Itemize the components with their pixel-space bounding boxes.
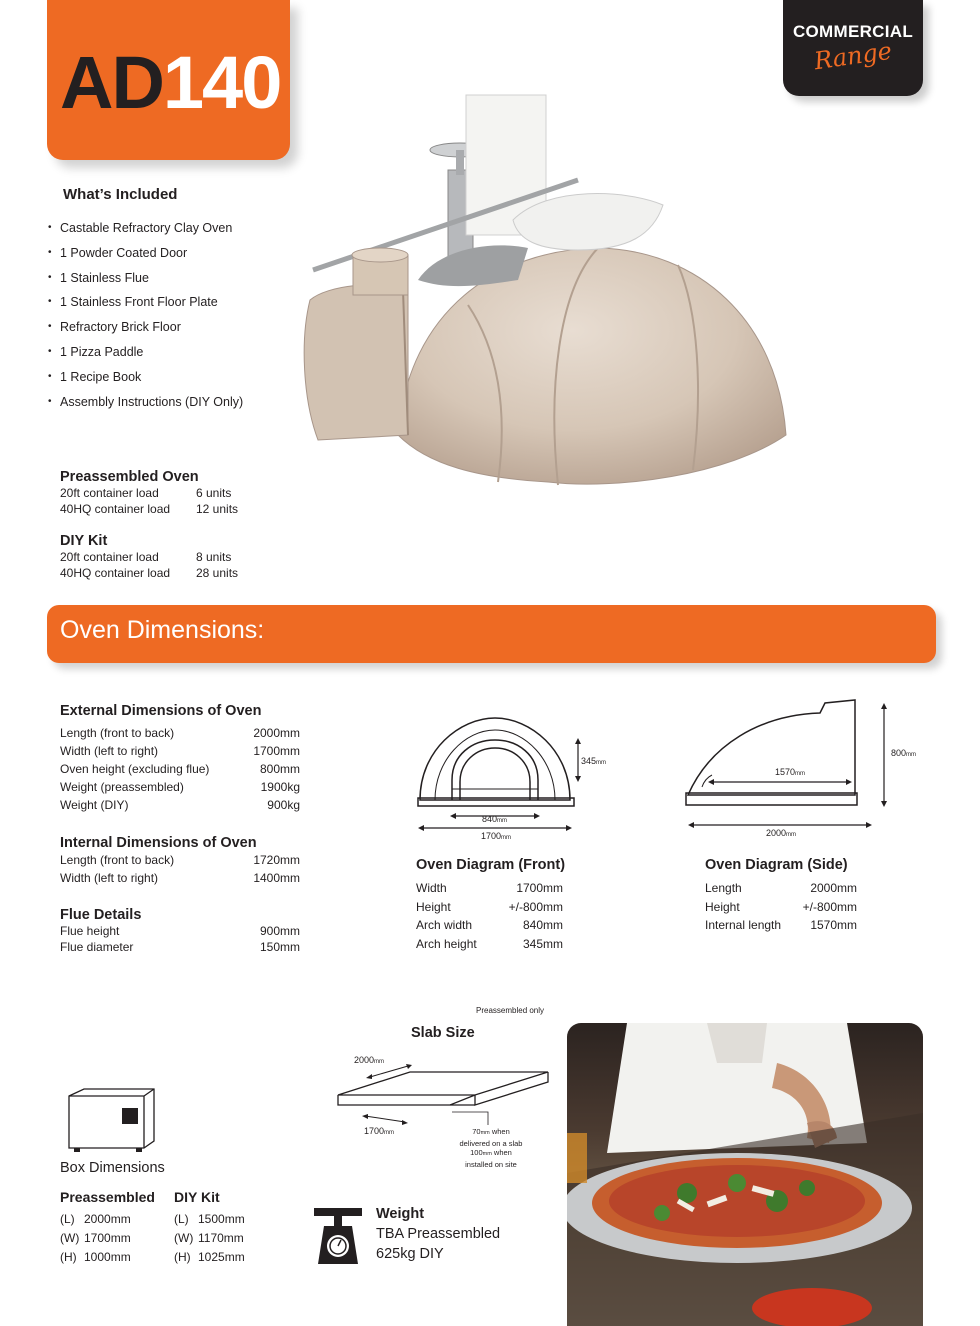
table-row: 20ft container load 6 units xyxy=(60,486,232,500)
box-icon xyxy=(64,1086,159,1154)
chef-pizza-photo xyxy=(567,1023,923,1326)
side-height-label: 800mm xyxy=(891,748,917,758)
internal-title: Internal Dimensions of Oven xyxy=(60,835,257,851)
table-row: Height +/-800mm xyxy=(416,899,563,914)
slab-length-label: 2000mm xyxy=(354,1055,385,1065)
range-badge xyxy=(783,0,923,96)
table-row: (H) 1000mm xyxy=(60,1250,131,1264)
slab-thickness-label: 70mm when delivered on a slab 100mm when installed on site xyxy=(459,1127,523,1169)
model-title: AD140 xyxy=(60,41,281,124)
list-item: • 1 Recipe Book xyxy=(48,368,243,393)
range-badge-line1: COMMERCIAL xyxy=(792,22,914,41)
diy-title: DIY Kit xyxy=(60,533,108,549)
table-row: 40HQ container load 28 units xyxy=(60,566,239,580)
side-internal-label: 1570mm xyxy=(775,767,806,777)
table-row: 40HQ container load 12 units xyxy=(60,502,239,516)
table-row: (L) 1500mm xyxy=(174,1212,245,1226)
list-item: • 1 Powder Coated Door xyxy=(48,244,243,269)
list-item: • Refractory Brick Floor xyxy=(48,318,243,343)
flue-details xyxy=(60,907,300,955)
list-item: • 1 Pizza Paddle xyxy=(48,343,243,368)
table-row: Flue height 900mm xyxy=(60,924,300,938)
diy-load xyxy=(60,533,256,581)
table-row: Width (left to right) 1700mm xyxy=(60,744,300,758)
list-item: • 1 Stainless Front Floor Plate xyxy=(48,293,243,318)
list-item: • Assembly Instructions (DIY Only) xyxy=(48,393,243,418)
slab-note: Preassembled only xyxy=(476,1006,545,1015)
weight-line1: TBA Preassembled xyxy=(376,1226,501,1242)
weight-line2: 625kg DIY xyxy=(376,1246,444,1262)
list-item: • Castable Refractory Clay Oven xyxy=(48,219,243,244)
table-row: Arch width 840mm xyxy=(416,918,563,932)
side-length-label: 2000mm xyxy=(766,828,797,838)
table-row: Weight (DIY) 900kg xyxy=(60,798,300,812)
front-diagram-title: Oven Diagram (Front) xyxy=(416,857,566,873)
box-preassembled-title: Preassembled xyxy=(60,1189,155,1205)
table-row: 20ft container load 8 units xyxy=(60,550,232,564)
table-row: Oven height (excluding flue) 800mm xyxy=(60,762,300,776)
side-diagram-title: Oven Diagram (Side) xyxy=(705,857,848,873)
table-row: Length (front to back) 1720mm xyxy=(60,853,300,867)
range-badge-line2: Range xyxy=(812,36,894,76)
external-title: External Dimensions of Oven xyxy=(60,703,262,719)
scale-icon xyxy=(310,1206,366,1266)
box-preassembled xyxy=(60,1189,155,1267)
front-diagram-info xyxy=(416,857,565,953)
table-row: Length 2000mm xyxy=(705,881,857,895)
front-width-label: 1700mm xyxy=(481,831,512,841)
slab-title: Slab Size xyxy=(411,1025,475,1041)
flue-title: Flue Details xyxy=(60,907,142,923)
weight-title: Weight xyxy=(376,1206,425,1222)
table-row: Width (left to right) 1400mm xyxy=(60,871,300,885)
box-diy xyxy=(174,1189,245,1267)
table-row: Height +/-800mm xyxy=(705,899,857,914)
box-title: Box Dimensions xyxy=(60,1160,165,1176)
table-row: Arch height 345mm xyxy=(416,936,563,951)
front-diagram xyxy=(410,710,620,845)
table-row: (L) 2000mm xyxy=(60,1212,131,1226)
side-diagram xyxy=(680,695,895,835)
weight-info xyxy=(376,1205,500,1264)
included-list xyxy=(48,219,243,417)
included-title: What’s Included xyxy=(63,186,178,203)
table-row: Internal length 1570mm xyxy=(705,918,857,932)
chef-pizza-illustration xyxy=(567,1023,923,1326)
internal-dimensions xyxy=(60,835,300,887)
slab-width-label: 1700mm xyxy=(364,1126,395,1136)
oven-product-image xyxy=(298,90,788,490)
preassembled-load xyxy=(60,469,256,517)
box-diy-title: DIY Kit xyxy=(174,1189,220,1205)
table-row: Flue diameter 150mm xyxy=(60,940,300,954)
table-row: Weight (preassembled) 1900kg xyxy=(60,780,300,794)
external-dimensions xyxy=(60,703,300,814)
table-row: Width 1700mm xyxy=(416,881,563,895)
side-diagram-info xyxy=(705,857,857,935)
table-row: Length (front to back) 2000mm xyxy=(60,726,300,740)
list-item: • 1 Stainless Flue xyxy=(48,269,243,294)
front-arch-width-label: 840mm xyxy=(482,814,508,824)
section-title: Oven Dimensions: xyxy=(60,616,265,644)
front-arch-height-label: 345mm xyxy=(581,756,607,766)
preassembled-title: Preassembled Oven xyxy=(60,469,199,485)
table-row: (W) 1170mm xyxy=(174,1231,244,1245)
table-row: (W) 1700mm xyxy=(60,1231,131,1245)
table-row: (H) 1025mm xyxy=(174,1250,245,1264)
